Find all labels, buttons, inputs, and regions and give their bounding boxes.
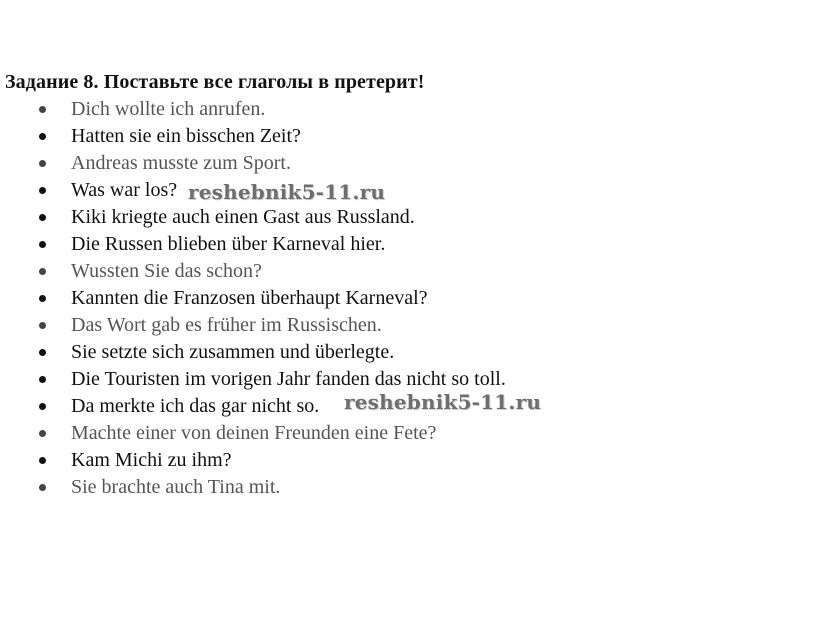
bullet-icon bbox=[39, 403, 46, 410]
bullet-icon bbox=[39, 133, 46, 140]
sentence-text: Hatten sie ein bisschen Zeit? bbox=[71, 125, 301, 147]
sentence-text: Kam Michi zu ihm? bbox=[71, 449, 232, 471]
watermark-text: reshebnik5-11.ru bbox=[188, 180, 386, 204]
bullet-icon bbox=[39, 322, 46, 329]
sentence-text: Andreas musste zum Sport. bbox=[71, 152, 291, 174]
bullet-icon bbox=[39, 457, 46, 464]
bullet-icon bbox=[39, 484, 46, 491]
sentence-text: Machte einer von deinen Freunden eine Fete? bbox=[71, 422, 437, 444]
sentence-text: Die Touristen im vorigen Jahr fanden das nicht so toll. bbox=[71, 368, 506, 390]
task-title: Задание 8. Поставьте все глаголы в претерит! bbox=[5, 71, 425, 93]
bullet-icon bbox=[39, 214, 46, 221]
sentence-text: Wussten Sie das schon? bbox=[71, 260, 262, 282]
bullet-icon bbox=[39, 160, 46, 167]
sentence-text: Sie setzte sich zusammen und überlegte. bbox=[71, 341, 395, 363]
sentence-text: Sie brachte auch Tina mit. bbox=[71, 476, 281, 498]
bullet-icon bbox=[39, 241, 46, 248]
bullet-icon bbox=[39, 295, 46, 302]
sentence-text: Da merkte ich das gar nicht so. bbox=[71, 395, 320, 417]
sentence-text: Die Russen blieben über Karneval hier. bbox=[71, 233, 386, 255]
bullet-icon bbox=[39, 268, 46, 275]
bullet-icon bbox=[39, 349, 46, 356]
bullet-icon bbox=[39, 430, 46, 437]
sentence-text: Kannten die Franzosen überhaupt Karneval? bbox=[71, 287, 428, 309]
sentence-text: Was war los? bbox=[71, 179, 178, 201]
sentence-text: Das Wort gab es früher im Russischen. bbox=[71, 314, 382, 336]
bullet-icon bbox=[39, 376, 46, 383]
bullet-icon bbox=[39, 187, 46, 194]
bullet-icon bbox=[39, 106, 46, 113]
sentence-text: Dich wollte ich anrufen. bbox=[71, 98, 266, 120]
watermark-text: reshebnik5-11.ru bbox=[344, 390, 542, 414]
sentence-text: Kiki kriegte auch einen Gast aus Russland. bbox=[71, 206, 415, 228]
